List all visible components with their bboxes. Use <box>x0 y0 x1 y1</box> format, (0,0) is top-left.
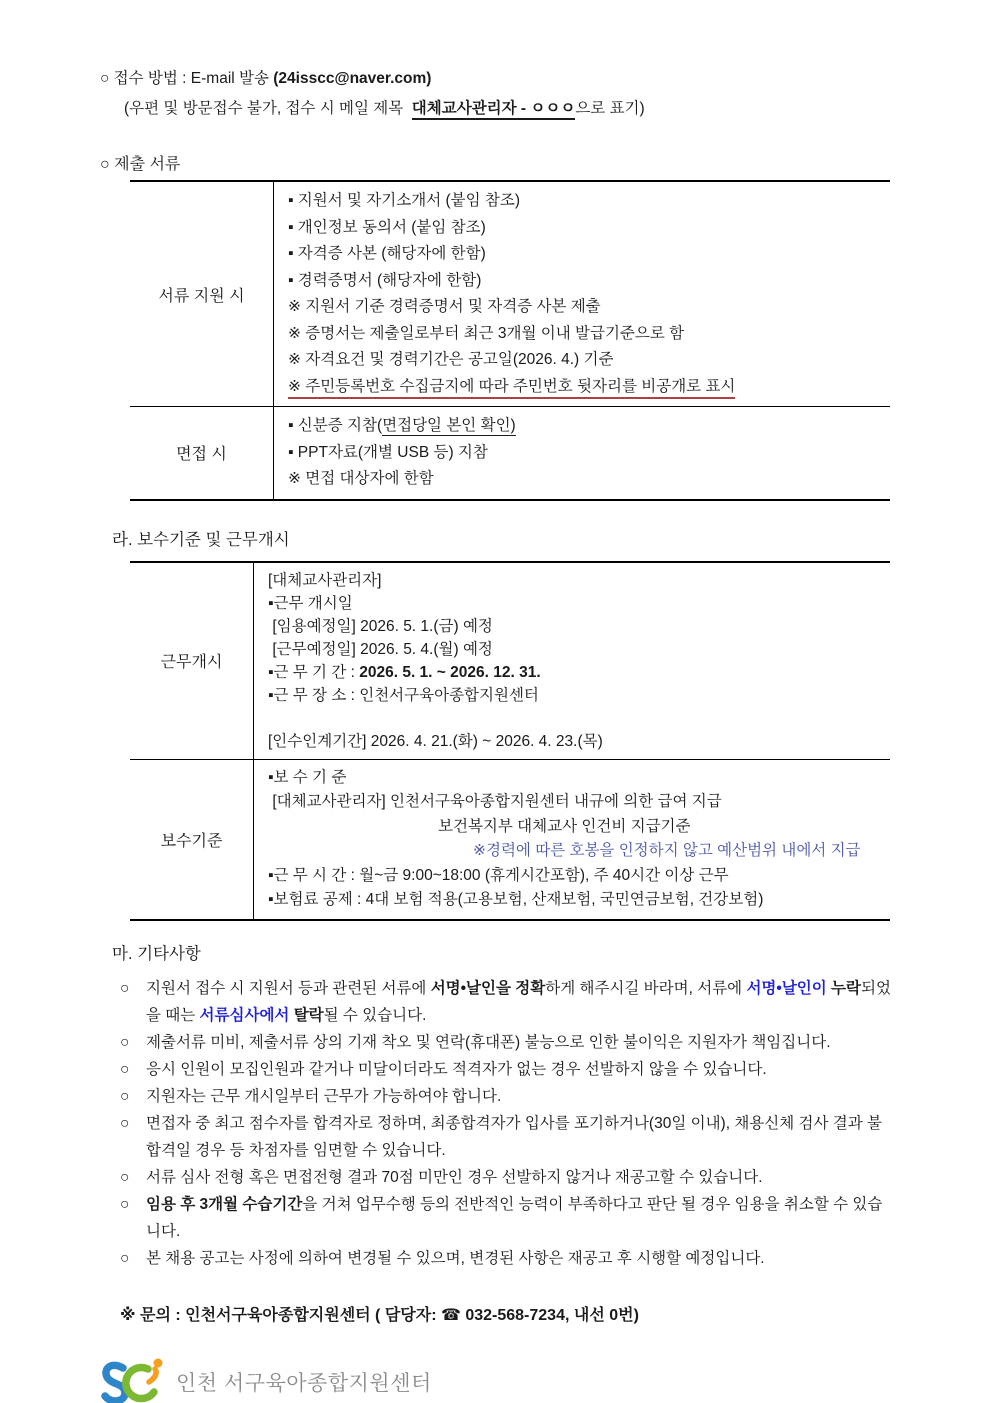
text-segment: ※ 문의 : 인천서구육아종합지원센터 ( 담당자: ☎ 032-568-7234, 내선 0번) <box>120 1306 639 1324</box>
notice-item-text <box>146 1191 892 1245</box>
notice-item-text <box>146 1245 892 1272</box>
notice-item-text <box>146 1083 892 1110</box>
text-segment: ▪근 무 시 간 : 월~금 9:00~18:00 (휴게시간포함), 주 40시간 이상 근무 <box>268 866 729 884</box>
document-item-line <box>288 268 880 295</box>
text-segment: ※ 지원서 기준 경력증명서 및 자격증 사본 제출 <box>288 298 601 315</box>
work-start-line <box>268 615 880 638</box>
document-item-line <box>288 241 880 268</box>
etc-notice-list <box>120 975 892 1272</box>
work-start-line <box>268 707 880 730</box>
text-segment: 보건복지부 대체교사 인건비 지급기준 <box>438 817 691 835</box>
text-segment: [대체교사관리자] 인천서구육아종합지원센터 내규에 의한 급여 지급 <box>268 793 722 810</box>
text-segment: ▪보험료 공제 : 4대 보험 적용(고용보험, 산재보험, 국민연금보험, 건강보험) <box>268 891 764 908</box>
circle-bullet: ○ <box>120 1033 130 1051</box>
work-start-line <box>268 592 880 615</box>
text-segment: (24isscc@naver.com) <box>273 70 432 87</box>
document-item-line <box>288 215 880 242</box>
row-header-interview: 면접 시 <box>130 407 274 500</box>
row-header-work-start: 근무개시 <box>130 562 254 760</box>
text-segment: ※ 면접 대상자에 한함 <box>288 470 434 487</box>
table-row <box>130 562 890 760</box>
text-segment: 응시 인원이 모집인원과 같거나 미달이더라도 적격자가 없는 경우 선발하지 않을 수 있습니다. <box>146 1060 767 1078</box>
section-title-pay-and-start: 라. 보수기준 및 근무개시 <box>112 530 290 549</box>
text-segment: 면접자 중 최고 점수자를 합격자로 정하며, 최종합격자가 입사를 포기하거나(30일 이내), 채용신체 검사 결과 불합격일 경우 등 차점자를 임면할 수 있습니다. <box>146 1114 883 1159</box>
document-item-line <box>288 294 880 321</box>
text-segment: 제출서류 미비, 제출서류 상의 기재 착오 및 연락(휴대폰) 불능으로 인한 불이익은 지원자가 책임집니다. <box>146 1033 831 1051</box>
work-start-line <box>268 730 880 753</box>
text-segment: ▪ 자격증 사본 (해당자에 한함) <box>288 245 486 262</box>
center-logo-text: 인천 서구육아종합지원센터 <box>176 1371 432 1395</box>
row-header-document-apply: 서류 지원 시 <box>130 181 274 407</box>
notice-item <box>120 975 892 1029</box>
document-item-line <box>288 321 880 348</box>
work-start-line <box>268 569 880 592</box>
circle-bullet: ○ <box>120 1060 130 1078</box>
reception-method-line <box>100 64 892 94</box>
text-segment: 서류심사에서 <box>199 1006 290 1024</box>
text-segment: ○ 접수 방법 : E-mail 발송 <box>100 70 274 87</box>
text-segment: 2026. 5. 1. ~ 2026. 12. 31. <box>359 663 541 681</box>
document-item-line <box>288 347 880 374</box>
text-segment: [근무예정일] 2026. 5. 4.(월) 예정 <box>268 640 493 658</box>
text-segment: 임용 후 3개월 수습기간 <box>146 1195 303 1213</box>
notice-item-text <box>146 1029 892 1056</box>
notice-item <box>120 1056 892 1083</box>
work-start-line <box>268 638 880 661</box>
submission-docs-heading <box>100 150 892 180</box>
contact-line <box>120 1302 892 1330</box>
pay-standard-line <box>268 766 880 791</box>
circle-bullet: ○ <box>120 1087 130 1105</box>
pay-standard-line <box>268 815 880 840</box>
text-segment: ※ 주민등록번호 수집금지에 따라 주민번호 뒷자리를 비공개로 표시 <box>288 378 735 399</box>
text-segment: ▪ 지원서 및 자기소개서 (붙임 참조) <box>288 192 520 209</box>
circle-bullet: ○ <box>120 1195 130 1213</box>
notice-item-text <box>146 1110 892 1164</box>
section-title-etc: 마. 기타사항 <box>112 944 201 963</box>
text-segment: ▪보 수 기 준 <box>268 768 347 786</box>
notice-item <box>120 1245 892 1272</box>
text-segment: ※ 증명서는 제출일로부터 최근 3개월 이내 발급기준으로 함 <box>288 324 685 342</box>
text-segment: [인수인계기간] 2026. 4. 21.(화) ~ 2026. 4. 23.(목) <box>268 732 603 750</box>
row-content-document-apply <box>274 181 891 407</box>
text-segment: 서명•날인을 정확 <box>430 979 546 997</box>
text-segment: 탈락 <box>289 1006 324 1024</box>
document-item-line <box>288 374 880 401</box>
text-segment: [대체교사관리자] <box>268 571 382 589</box>
interview-item-line <box>288 440 880 467</box>
footer <box>100 1356 892 1403</box>
spacer <box>100 124 892 150</box>
text-segment: 누락 <box>826 979 862 997</box>
pay-standard-line <box>268 888 880 913</box>
text-segment: 대체교사관리자 - ㅇㅇㅇ <box>412 100 576 120</box>
row-content-work-start <box>254 562 891 760</box>
pay-and-work-table <box>130 561 890 921</box>
text-segment: ▪ 개인정보 동의서 (붙임 참조) <box>288 218 486 236</box>
text-segment: ▪ PPT자료(개별 USB 등) 지참 <box>288 443 488 461</box>
text-segment: 으로 표기) <box>575 100 645 117</box>
submission-documents-table <box>130 180 890 501</box>
reception-method-line <box>100 94 892 124</box>
text-segment: ○ 제출 서류 <box>100 156 181 173</box>
circle-bullet: ○ <box>120 1168 130 1186</box>
notice-item <box>120 1083 892 1110</box>
work-start-line <box>268 684 880 707</box>
table-row <box>130 407 890 500</box>
text-segment: 하게 해주시길 바라며, 서류에 <box>545 979 747 997</box>
text-segment: ※ 자격요건 및 경력기간은 공고일(2026. 4.) 기준 <box>288 351 614 368</box>
text-segment: ▪근 무 기 간 : <box>268 663 360 681</box>
text-segment: ▪근무 개시일 <box>268 594 353 612</box>
notice-item <box>120 1029 892 1056</box>
text-segment: 서류 심사 전형 혹은 면접전형 결과 70점 미만인 경우 선발하지 않거나 재공고할 수 있습니다. <box>146 1168 763 1186</box>
work-start-line <box>268 661 880 684</box>
text-segment: [임용예정일] 2026. 5. 1.(금) 예정 <box>268 617 493 635</box>
table-row <box>130 759 890 920</box>
contact-block <box>120 1302 892 1330</box>
circle-bullet: ○ <box>120 979 130 997</box>
pay-standard-line <box>268 864 880 889</box>
notice-item-text <box>146 1164 892 1191</box>
text-segment: ▪ 경력증명서 (해당자에 한함) <box>288 271 482 289</box>
text-segment: ▪ 신분증 지참( <box>288 417 383 434</box>
text-segment: 되었을 때는 <box>146 979 891 1024</box>
text-segment: (우편 및 방문접수 불가, 접수 시 메일 제목 <box>124 100 412 117</box>
notice-item <box>120 1164 892 1191</box>
text-segment: 서명•날인이 <box>746 979 827 997</box>
text-segment: ▪근 무 장 소 : 인천서구육아종합지원센터 <box>268 686 539 704</box>
interview-item-line <box>288 413 880 440</box>
text-segment <box>268 710 272 727</box>
row-content-pay-standard <box>254 759 891 920</box>
text-segment: 을 거쳐 업무수행 등의 전반적인 능력이 부족하다고 판단 될 경우 임용을 취소할 수 있습니다. <box>146 1195 883 1240</box>
notice-item-text <box>146 1056 892 1083</box>
pay-standard-line <box>268 839 880 864</box>
row-content-interview <box>274 407 891 500</box>
notice-item <box>120 1110 892 1164</box>
notice-item <box>120 1191 892 1245</box>
reception-method-block <box>100 64 892 124</box>
interview-item-line <box>288 466 880 493</box>
center-logo-icon <box>100 1356 166 1403</box>
text-segment: 될 수 있습니다. <box>323 1006 427 1024</box>
text-segment: 지원자는 근무 개시일부터 근무가 가능하여야 합니다. <box>146 1087 502 1105</box>
text-segment: 본 채용 공고는 사정에 의하여 변경될 수 있으며, 변경된 사항은 재공고 후 시행할 예정입니다. <box>146 1249 765 1267</box>
circle-bullet: ○ <box>120 1114 130 1132</box>
notice-item-text <box>146 975 892 1029</box>
row-header-pay-standard: 보수기준 <box>130 759 254 920</box>
submission-docs-heading-line <box>100 150 892 180</box>
circle-bullet: ○ <box>120 1249 130 1267</box>
text-segment: 면접당일 본인 확인) <box>382 417 516 434</box>
document-item-line <box>288 188 880 215</box>
pay-standard-line <box>268 790 880 815</box>
table-row <box>130 181 890 407</box>
text-segment: ※경력에 따른 호봉을 인정하지 않고 예산범위 내에서 지급 <box>473 842 861 859</box>
text-segment: 지원서 접수 시 지원서 등과 관련된 서류에 <box>146 979 431 997</box>
